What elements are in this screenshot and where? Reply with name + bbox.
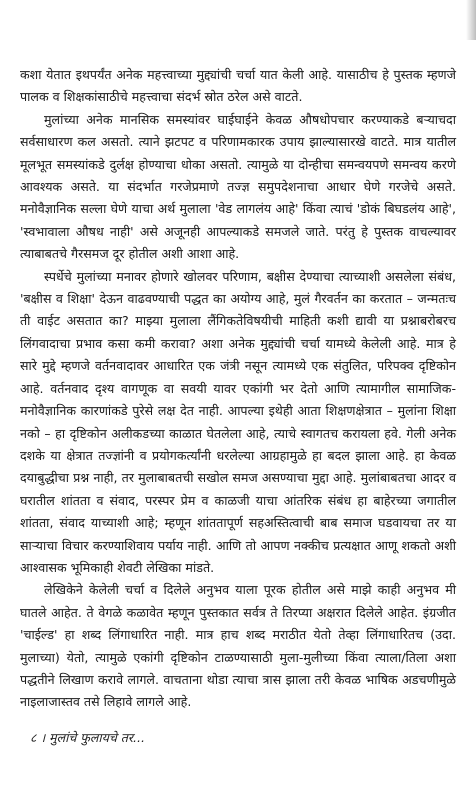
page-footer: ८ । मुलांचे फुलायचे तर... <box>30 730 145 745</box>
paragraph-intro-continuation: कशा येतात इथपर्यंत अनेक महत्त्वाच्या मुद्द्यांची चर्चा यात केली आहे. यासाठीच हे पुस्तक म्हणजे पालक व शिक्षकांसाठीचे महत्त्वाचा संदर्भ स्रोत ठरेल असे वाटते. <box>20 67 456 105</box>
paragraph-competition: स्पर्धेचे मुलांच्या मनावर होणारे खोलवर परिणाम, बक्षीस देण्याचा त्याच्याशी असलेला संबंध, 'बक्षीस व शिक्षा' देऊन वाढवण्याची पद्धत का अयोग्य आहे, मुलं गैरवर्तन का करतात – जन्मतःच ती वाईट असतात का? माझ्या मुलाला लैंगिकतेविषयीची माहिती कशी द्यावी या प्रश्नाबरोबरच लिंगवादाचा प्रभाव कसा कमी करावा? अशा अनेक मुद्द्यांची चर्चा यामध्ये केलेली आहे. मात्र हे सारे मुद्दे म्हणजे वर्तनवादावर आधारित एक जंत्री नसून त्यामध्ये एक संतुलित, परिपक्व दृष्टिकोन आहे. वर्तनवाद दृश्य वागणूक वा सवयी यावर एकांगी भर देतो आणि त्यामागील सामाजिक-मनोवैज्ञानिक कारणांकडे पुरेसे लक्ष देत नाही. आपल्या इथेही आता शिक्षणक्षेत्रात – मुलांना शिक्षा नको – हा दृष्टिकोन अलीकडच्या काळात घेतलेला आहे, त्याचे स्वागतच करायला हवे. गेली अनेक दशके या क्षेत्रात तज्ज्ञांनी व प्रयोगकर्त्यांनी धरलेल्या आग्रहामुळे हा बदल झाला आहे. हा केवळ दयाबुद्धीचा प्रश्न नाही, तर मुलाबाबतची सखोल समज असण्याचा मुद्दा आहे. मुलांबाबतचा आदर व घरातील शांतता व संवाद, परस्पर प्रेम व काळजी याचा आंतरिक संबंध हा बाहेरच्या जगातील शांतता, संवाद याच्याशी आहे; म्हणून शांततापूर्ण सहअस्तित्वाची बाब समाज घडवायचा तर या साऱ्याचा विचार करण्याशिवाय पर्याय नाही. आणि तो आपण नक्कीच प्रत्यक्षात आणू शकतो अशी आश्वासक भूमिकाही शेवटी लेखिका मांडते. <box>20 268 456 575</box>
page-edge-shadow <box>466 0 476 40</box>
paragraph-medication: मुलांच्या अनेक मानसिक समस्यांवर घाईघाईने केवळ औषधोपचार करण्याकडे बऱ्याचदा सर्वसाधारण कल असतो. त्याने झटपट व परिणामकारक उपाय झाल्यासारखे वाटते. मात्र यातील मूलभूत समस्यांकडे दुर्लक्ष होण्याचा धोका असतो. त्यामुळे या दोन्हीचा समन्वयपणे समन्वय करणे आवश्यक असते. या संदर्भात गरजेप्रमाणे तज्ज्ञ समुपदेशनाचा आधार घेणे गरजेचे असते. मनोवैज्ञानिक सल्ला घेणे याचा अर्थ मुलाला 'वेड लागलंय आहे' किंवा त्याचं 'डोकं बिघडलंय आहे', 'स्वभावाला औषध नाही' असे अजूनही आपल्याकडे समजले जाते. परंतु हे पुस्तक वाचल्यावर त्याबाबतचे गैरसमज दूर होतील अशी आशा आहे. <box>20 111 456 262</box>
paragraph-author-note: लेखिकेने केलेली चर्चा व दिलेले अनुभव याला पूरक होतील असे माझे काही अनुभव मी घातले आहेत. ते वेगळे कळावेत म्हणून पुस्तकात सर्वत्र ते तिरप्या अक्षरात दिलेले आहेत. इंग्रजीत 'चाईल्ड' हा शब्द लिंगाधारित नाही. मात्र हाच शब्द मराठीत येतो तेव्हा लिंगाधारितच (उदा. मुलाच्या) येतो, त्यामुळे एकांगी दृष्टिकोन टाळण्यासाठी मुला-मुलीच्या किंवा त्याला/तिला अशा पद्धतीने लिखाण करावे लागले. वाचताना थोडा त्याचा त्रास झाला तरी केवळ भाषिक अडचणीमुळे नाइलाजास्तव तसे लिहावे लागले आहे. <box>20 582 456 710</box>
body-text <box>20 64 456 714</box>
